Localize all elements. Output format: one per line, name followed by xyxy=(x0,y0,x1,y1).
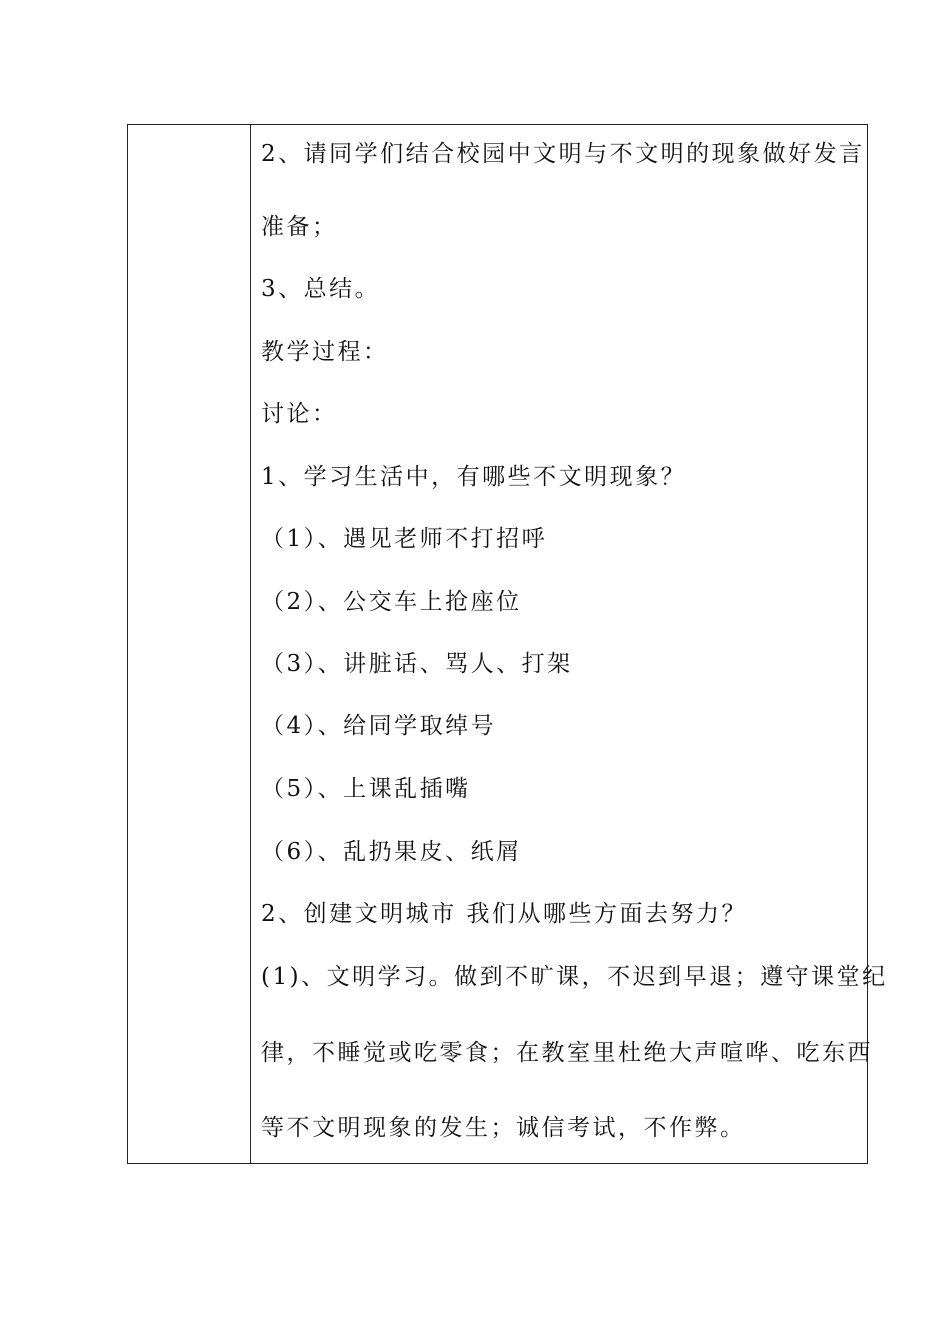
content-line: （3）、讲脏话、骂人、打架 xyxy=(261,651,573,677)
content-line: （1）、遇见老师不打招呼 xyxy=(261,526,548,552)
content-line: 律，不睡觉或吃零食；在教室里杜绝大声喧哗、吃东西 xyxy=(261,1040,873,1066)
content-line: 等不文明现象的发生；诚信考试，不作弊。 xyxy=(261,1115,746,1141)
content-line: 3、总结。 xyxy=(261,276,381,302)
content-line: （2）、公交车上抢座位 xyxy=(261,589,522,615)
content-line: (1)、文明学习。做到不旷课，不迟到早退；遵守课堂纪 xyxy=(261,964,888,990)
content-line: （6）、乱扔果皮、纸屑 xyxy=(261,839,522,865)
table-left-cell xyxy=(128,125,251,1163)
table-content-cell xyxy=(251,125,888,1163)
document-table xyxy=(127,124,888,1164)
content-line: （4）、给同学取绰号 xyxy=(261,713,497,739)
content-line: 讨论： xyxy=(261,401,338,427)
content-line: 2、创建文明城市 我们从哪些方面去努力？ xyxy=(261,901,747,927)
content-line: （5）、上课乱插嘴 xyxy=(261,776,471,802)
content-line: 1、学习生活中，有哪些不文明现象？ xyxy=(261,464,687,490)
content-line: 教学过程： xyxy=(261,339,389,365)
content-line: 准备； xyxy=(261,214,338,240)
content-line: 2、请同学们结合校园中文明与不文明的现象做好发言 xyxy=(261,141,865,167)
